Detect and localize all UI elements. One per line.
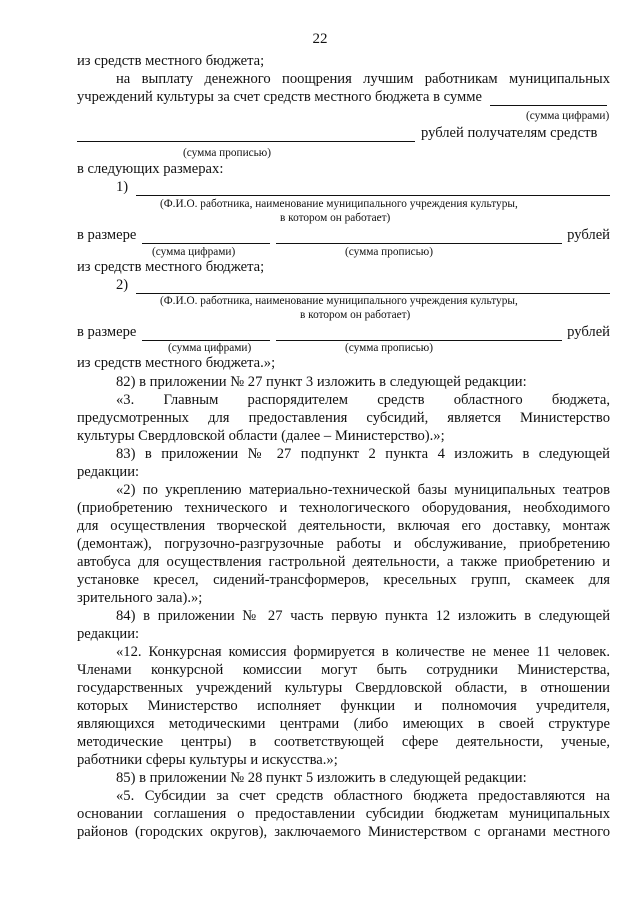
text-line: 83) в приложении № 27 подпункт 2 пункта 4 изложить в следующей bbox=[116, 446, 610, 462]
field-caption: (сумма цифрами) bbox=[168, 342, 252, 354]
text-line: районов (городских округов), заключаемого Министерством с органами местного bbox=[77, 824, 610, 840]
text-line: являющихся методическими центрами (либо имеющих в своей структуре bbox=[77, 716, 610, 732]
field-caption: в котором он работает) bbox=[280, 212, 391, 224]
text-line-with-blank bbox=[77, 226, 610, 244]
blank-line bbox=[142, 230, 270, 244]
text-line: предусмотренных для предоставления субсидий, является Министерство bbox=[77, 410, 610, 426]
text-line: для осуществления творческой деятельности, включая его доставку, монтаж bbox=[77, 518, 610, 534]
text-line: на выплату денежного поощрения лучшим работникам муниципальных bbox=[116, 71, 610, 87]
field-caption: в котором он работает) bbox=[300, 309, 411, 321]
blank-line bbox=[490, 92, 607, 106]
text-line: 82) в приложении № 27 пункт 3 изложить в следующей редакции: bbox=[116, 374, 527, 390]
field-caption: (Ф.И.О. работника, наименование муниципального учреждения культуры, bbox=[160, 198, 518, 210]
field-caption: (сумма цифрами) bbox=[152, 246, 236, 258]
text-line-with-blank bbox=[116, 276, 610, 294]
blank-line bbox=[142, 327, 270, 341]
text-line: 85) в приложении № 28 пункт 5 изложить в следующей редакции: bbox=[116, 770, 527, 786]
text-line: редакции: bbox=[77, 464, 140, 480]
text-line: «3. Главным распорядителем средств областного бюджета, bbox=[116, 392, 610, 408]
field-caption: (Ф.И.О. работника, наименование муниципального учреждения культуры, bbox=[160, 295, 518, 307]
field-caption: (сумма прописью) bbox=[345, 246, 433, 258]
text-line-with-blank bbox=[77, 124, 610, 142]
text-fragment: учреждений культуры за счет средств местного бюджета в сумме bbox=[77, 89, 482, 105]
page-number: 22 bbox=[312, 31, 328, 47]
text-line: в следующих размерах: bbox=[77, 161, 224, 177]
text-line: основании соглашения о предоставлении субсидии бюджетам муниципальных bbox=[77, 806, 610, 822]
text-line: автобуса для осуществления гастрольной деятельности, а также приобретению и bbox=[77, 554, 610, 570]
blank-line bbox=[276, 230, 562, 244]
text-line: «12. Конкурсная комиссия формируется в количестве не менее 11 человек. bbox=[116, 644, 610, 660]
text-line: «5. Субсидии за счет средств областного бюджета предоставляются на bbox=[116, 788, 610, 804]
text-line: из средств местного бюджета; bbox=[77, 259, 265, 275]
field-caption: (сумма прописью) bbox=[345, 342, 433, 354]
blank-line bbox=[136, 280, 610, 294]
text-line: из средств местного бюджета; bbox=[77, 53, 265, 69]
text-line: культуры Свердловской области (далее – Министерство).»; bbox=[77, 428, 445, 444]
text-fragment: в размере bbox=[77, 324, 137, 340]
text-fragment: рублей получателям средств bbox=[421, 125, 598, 141]
text-line: методические центры) в соответствующей сфере деятельности, ученые, bbox=[77, 734, 610, 750]
text-line: редакции: bbox=[77, 626, 140, 642]
blank-line bbox=[77, 128, 415, 142]
blank-line bbox=[276, 327, 562, 341]
blank-line bbox=[136, 182, 610, 196]
text-line: работники сферы культуры и искусства.»; bbox=[77, 752, 338, 768]
text-line: (приобретению технического и технологического оборудования, необходимого bbox=[77, 500, 610, 516]
field-caption: (сумма прописью) bbox=[183, 147, 271, 159]
field-caption: (сумма цифрами) bbox=[526, 110, 610, 122]
list-number: 1) bbox=[116, 179, 129, 195]
list-number: 2) bbox=[116, 277, 129, 293]
text-line: Членами конкурсной комиссии могут быть сотрудники Министерства, bbox=[77, 662, 610, 678]
text-line: «2) по укреплению материально-технической базы муниципальных театров bbox=[116, 482, 610, 498]
text-line: государственных учреждений культуры Свердловской области, в отношении bbox=[77, 680, 610, 696]
text-line: (демонтаж), погрузочно-разгрузочные работы и обслуживание, приобретению bbox=[77, 536, 610, 552]
text-line: которых Министерство исполняет функции и полномочия учредителя, bbox=[77, 698, 610, 714]
text-fragment: рублей bbox=[567, 227, 610, 243]
text-line-with-blank bbox=[77, 88, 610, 106]
text-line-with-blank bbox=[77, 323, 610, 341]
text-line: зрительного зала).»; bbox=[77, 590, 203, 606]
text-line-with-blank bbox=[116, 178, 610, 196]
text-fragment: в размере bbox=[77, 227, 137, 243]
text-line: из средств местного бюджета.»; bbox=[77, 355, 276, 371]
text-line: установке кресел, сидений-трансформеров, кресельных групп, скамеек для bbox=[77, 572, 610, 588]
text-fragment: рублей bbox=[567, 324, 610, 340]
text-line: 84) в приложении № 27 часть первую пункта 12 изложить в следующей bbox=[116, 608, 610, 624]
